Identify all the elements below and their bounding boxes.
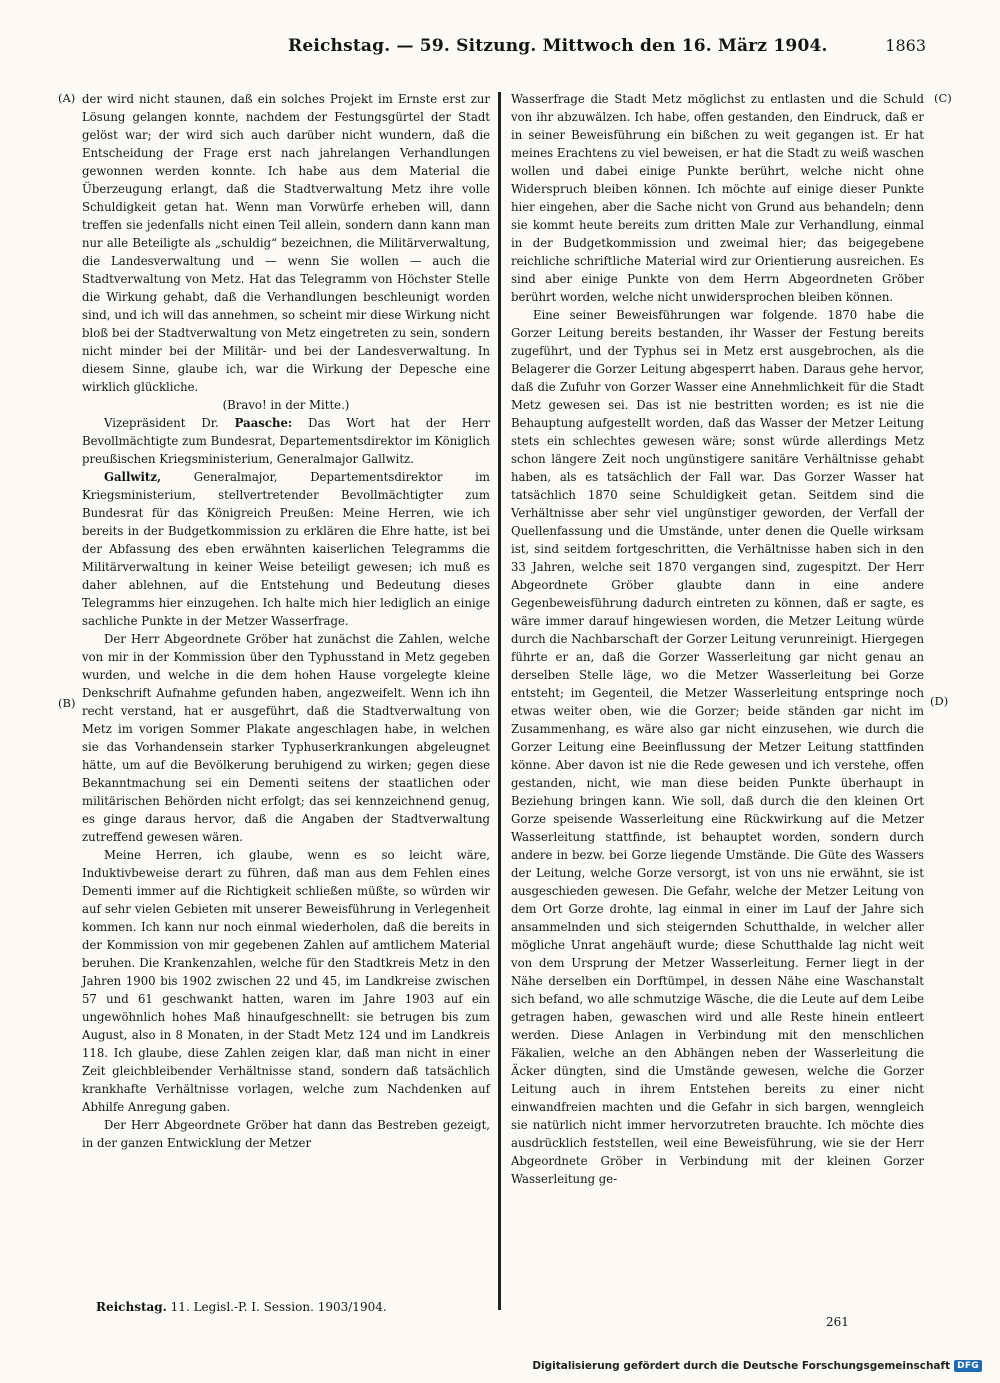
paragraph-speaker	[82, 414, 490, 468]
paragraph: Meine Herren, ich glaube, wenn es so leicht wäre, Induktivbeweise derart zu führen, daß man aus dem Fehlen eines Dementi immer auf die Richtigkeit schließen müßte, so würden wir auf sehr vielen Gebieten mit unserer Beweisführung in Verlegenheit kommen. Ich kann nur noch einmal wiederholen, daß die bereits in der Kommission von mir gegebenen Zahlen auf amtlichem Material beruhen. Die Krankenzahlen, welche für den Stadtkreis Metz in den Jahren 1900 bis 1902 zwischen 22 und 45, im Landkreise zwischen 57 und 61 geschwankt hatten, waren im Jahre 1903 auf ein ungewöhnlich hohes Maß hinaufgeschnellt: sie betrugen bis zum August, also in 8 Monaten, in der Stadt Metz 124 und im Landkreis 118. Ich glaube, diese Zahlen zeigen klar, daß man nicht in einer Zeit gleichbleibender Verhältnisse stand, sondern daß tatsächlich krankhafte Verhältnisse vorlagen, welche zum Nachdenken auf Abhilfe Anregung gaben.	[82, 848, 490, 1114]
credit-text: Digitalisierung gefördert durch die Deutsche Forschungsgemeinschaft	[532, 1360, 951, 1372]
speech-text: Das Wort hat der Herr Bevollmächtigte zum Bundesrat, Departementsdirektor im Königlich preußischen Kriegsministerium, Generalmajor Gallwitz.	[82, 416, 491, 466]
footer-source: Reichstag.	[96, 1300, 167, 1314]
speech-text: Generalmajor, Departementsdirektor im Kriegsministerium, stellvertretender Bevollmächtigter zum Bundesrat für das Königreich Preußen: Meine Herren, wie ich bereits in der Budgetkommission zu erklären die Ehre hatte, ist bei der Abfassung des eben erwähnten kaiserlichen Telegramms die Militärverwaltung in keiner Weise beteiligt gewesen; ich muß es daher ablehnen, auf die Entstehung und Bedeutung dieses Telegramms hier einzugehen. Ich halte mich hier lediglich an einige sachliche Punkte in der Metzer Wasserfrage.	[82, 470, 490, 628]
digitization-credit	[532, 1360, 982, 1372]
speaker-name: Paasche:	[234, 416, 293, 430]
paragraph: Der Herr Abgeordnete Gröber hat zunächst die Zahlen, welche von mir in der Kommission über den Typhusstand in Metz gegeben wurden, und welche in die dem hohen Hause vorgelegte kleine Denkschrift Aufnahme gefunden haben, angezweifelt. Wenn ich ihn recht verstand, hat er ausgeführt, daß die Stadtverwaltung von Metz im vorigen Sommer Plakate angeschlagen habe, in welchen sie das Vorhandensein starker Typhuserkrankungen abgeleugnet hätte, um auf die Bevölkerung beruhigend zu wirken; gegen diese Bekanntmachung sei ein Dementi seitens der staatlichen oder militärischen Behörden nicht erfolgt; das sei kennzeichnend genug, es ginge daraus hervor, daß die Angaben der Stadtverwaltung zutreffend gewesen wären.	[82, 632, 490, 844]
margin-marker-c: (C)	[934, 91, 952, 105]
page-number: 1863	[885, 36, 926, 55]
printer-signature: 261	[826, 1315, 849, 1329]
paragraph: Wasserfrage die Stadt Metz möglichst zu entlasten und die Schuld von ihr abzuwälzen. Ich habe, offen gestanden, den Eindruck, daß er in seiner Beweisführung ein bißchen zu weit gegangen ist. Er hat meines Erachtens zu viel beweisen, er hat die Stadt zu weiß waschen wollen und dabei einige Punkte berührt, welche nicht ohne Widerspruch bleiben können. Ich möchte auf einige dieser Punkte hier eingehen, aber die Sache nicht von Grund aus behandeln; denn sie kommt heute bereits zum dritten Male zur Verhandlung, einmal in der Budgetkommission und zweimal hier; das beigegebene reichliche schriftliche Material wird zur Orientierung ausreichen. Es sind aber einige Punkte von dem Herrn Abgeordneten Gröber berührt worden, welche nicht unwidersprochen bleiben können.	[511, 92, 924, 304]
margin-marker-d: (D)	[930, 694, 949, 708]
left-column	[82, 90, 490, 1152]
footer-session: 11. Legisl.-P. I. Session. 1903/1904.	[170, 1300, 387, 1314]
paragraph: Eine seiner Beweisführungen war folgende. 1870 habe die Gorzer Leitung bereits bestanden, ihr Wasser der Festung bereits zugeführt, und der Typhus sei in Metz erst ausgebrochen, als die Belagerer die Gorzer Leitung abgesperrt haben. Daraus gehe hervor, daß die Zufuhr von Gorzer Wasser eine Annehmlichkeit für die Stadt Metz gewesen sei. Das ist nie bestritten worden; es ist nie die Behauptung aufgestellt worden, daß das Wasser der Metzer Leitung stets ein schlechtes gewesen wäre; sonst würde allerdings Metz schon längere Zeit noch ungünstigere sanitäre Verhältnisse gehabt haben, als es tatsächlich der Fall war. Das Gorzer Wasser hat tatsächlich 1870 seine Schuldigkeit getan. Seitdem sind die Verhältnisse aber sehr viel ungünstiger geworden, der Verfall der Quellenfassung und die Umstände, unter denen die Quelle wirksam ist, sind seitdem fortgeschritten, die Verhältnisse haben sich in den 33 Jahren, welche seit 1870 vergangen sind, zugespitzt. Der Herr Abgeordnete Gröber glaubte dann in eine andere Gegenbeweisführung dadurch eintreten zu können, daß er sagte, es wäre immer darauf hingewiesen worden, die Metzer Leitung würde durch die Nachbarschaft der Gorzer Leitung verunreinigt. Hiergegen führte er an, daß die Gorzer Wasserleitung gar nicht genau an derselben Stelle läge, wo die Metzer Wasserleitung bei Gorze entsteht; im Gegenteil, die Metzer Wasserleitung entspringe noch etwas weiter oben, wie die Gorzer; beide ständen gar nicht im Zusammenhang, es wäre also gar nicht einzusehen, wie durch die Gorzer Leitung eine Beeinflussung der Metzer Leitung stattfinden könne. Aber davon ist nie die Rede gewesen und ich verstehe, offen gestanden, nicht, wie man diese beiden Punkte überhaupt in Beziehung bringen kann. Wie soll, daß durch die den kleinen Ort Gorze speisende Wasserleitung eine Rückwirkung auf die Metzer Wasserleitung stattfinde, ist behauptet worden, sondern durch andere in bezw. bei Gorze liegende Umstände. Die Güte des Wassers der Leitung, welche Gorze versorgt, ist von uns nie erwähnt, sie ist ausgeschieden gewesen. Die Gefahr, welche der Metzer Leitung von dem Ort Gorze drohte, lag einmal in einer im Lauf der Jahre sich ansammelnden und sich steigernden Schutthalde, in welcher aller mögliche Unrat angehäuft wurde; diese Schutthalde lag nicht weit von dem Ursprung der Metzer Wasserleitung. Ferner liegt in der Nähe derselben ein Dorftümpel, in dessen Nähe eine Waschanstalt sich befand, wo alle schmutzige Wäsche, die die Leute auf dem Leibe getragen haben, gewaschen wird und alle Reste hinein entleert werden. Diese Anlagen in Verbindung mit den menschlichen Fäkalien, welche an den Abhängen neben der Wasserleitung die Äcker düngten, sind die Umstände gewesen, welche die Gorzer Leitung auch in ihrem Entstehen bereits zu einer nicht einwandfreien machten und die Gefahr in sich bargen, wenngleich sie natürlich nicht immer hervorzutreten brauchte. Ich möchte dies ausdrücklich feststellen, weil eine Beweisführung, wie sie der Herr Abgeordnete Gröber in Verbindung mit der kleinen Gorzer Wasserleitung ge-	[511, 308, 924, 1186]
dfg-logo: DFG	[954, 1360, 982, 1372]
paragraph: Der Herr Abgeordnete Gröber hat dann das Bestreben gezeigt, in der ganzen Entwicklung der Metzer	[82, 1118, 490, 1150]
margin-marker-a: (A)	[58, 91, 76, 105]
column-divider	[498, 92, 501, 1310]
footer-imprint	[96, 1300, 387, 1314]
margin-marker-b: (B)	[58, 696, 76, 710]
paragraph: der wird nicht staunen, daß ein solches Projekt im Ernste erst zur Lösung gelangen konnte, nachdem der Festungsgürtel der Stadt gelöst war; der wird sich auch darüber nicht wundern, daß die Entscheidung der Frage erst nach jahrelangen Verhandlungen gewonnen werden konnte. Ich habe aus dem Material die Überzeugung erlangt, daß die Stadtverwaltung Metz ihre volle Schuldigkeit getan hat. Wenn man Vorwürfe erheben will, dann treffen sie jedenfalls nicht einen Teil allein, sondern dann kann man nur alle Beteiligte als „schuldig“ bezeichnen, die Militärverwaltung, die Landesverwaltung und — wenn Sie wollen — auch die Stadtverwaltung von Metz. Hat das Telegramm von Höchster Stelle die Wirkung gehabt, daß die Verhandlungen beschleunigt worden sind, und ich will das annehmen, so scheint mir diese Wirkung nicht bloß bei der Stadtverwaltung von Metz eingetreten zu sein, sondern nicht minder bei der Militär- und bei der Landesverwaltung. In diesem Sinne, glaube ich, war die Wirkung der Depesche eine wirklich glückliche.	[82, 92, 490, 394]
right-column	[511, 90, 924, 1188]
page-header	[60, 36, 926, 62]
speaker-name: Gallwitz,	[104, 470, 162, 484]
interjection: (Bravo! in der Mitte.)	[222, 398, 350, 412]
speaker-title: Vizepräsident Dr.	[104, 416, 219, 430]
running-title: Reichstag. — 59. Sitzung. Mittwoch den 16. März 1904.	[288, 36, 828, 56]
paragraph-speaker	[82, 468, 490, 630]
